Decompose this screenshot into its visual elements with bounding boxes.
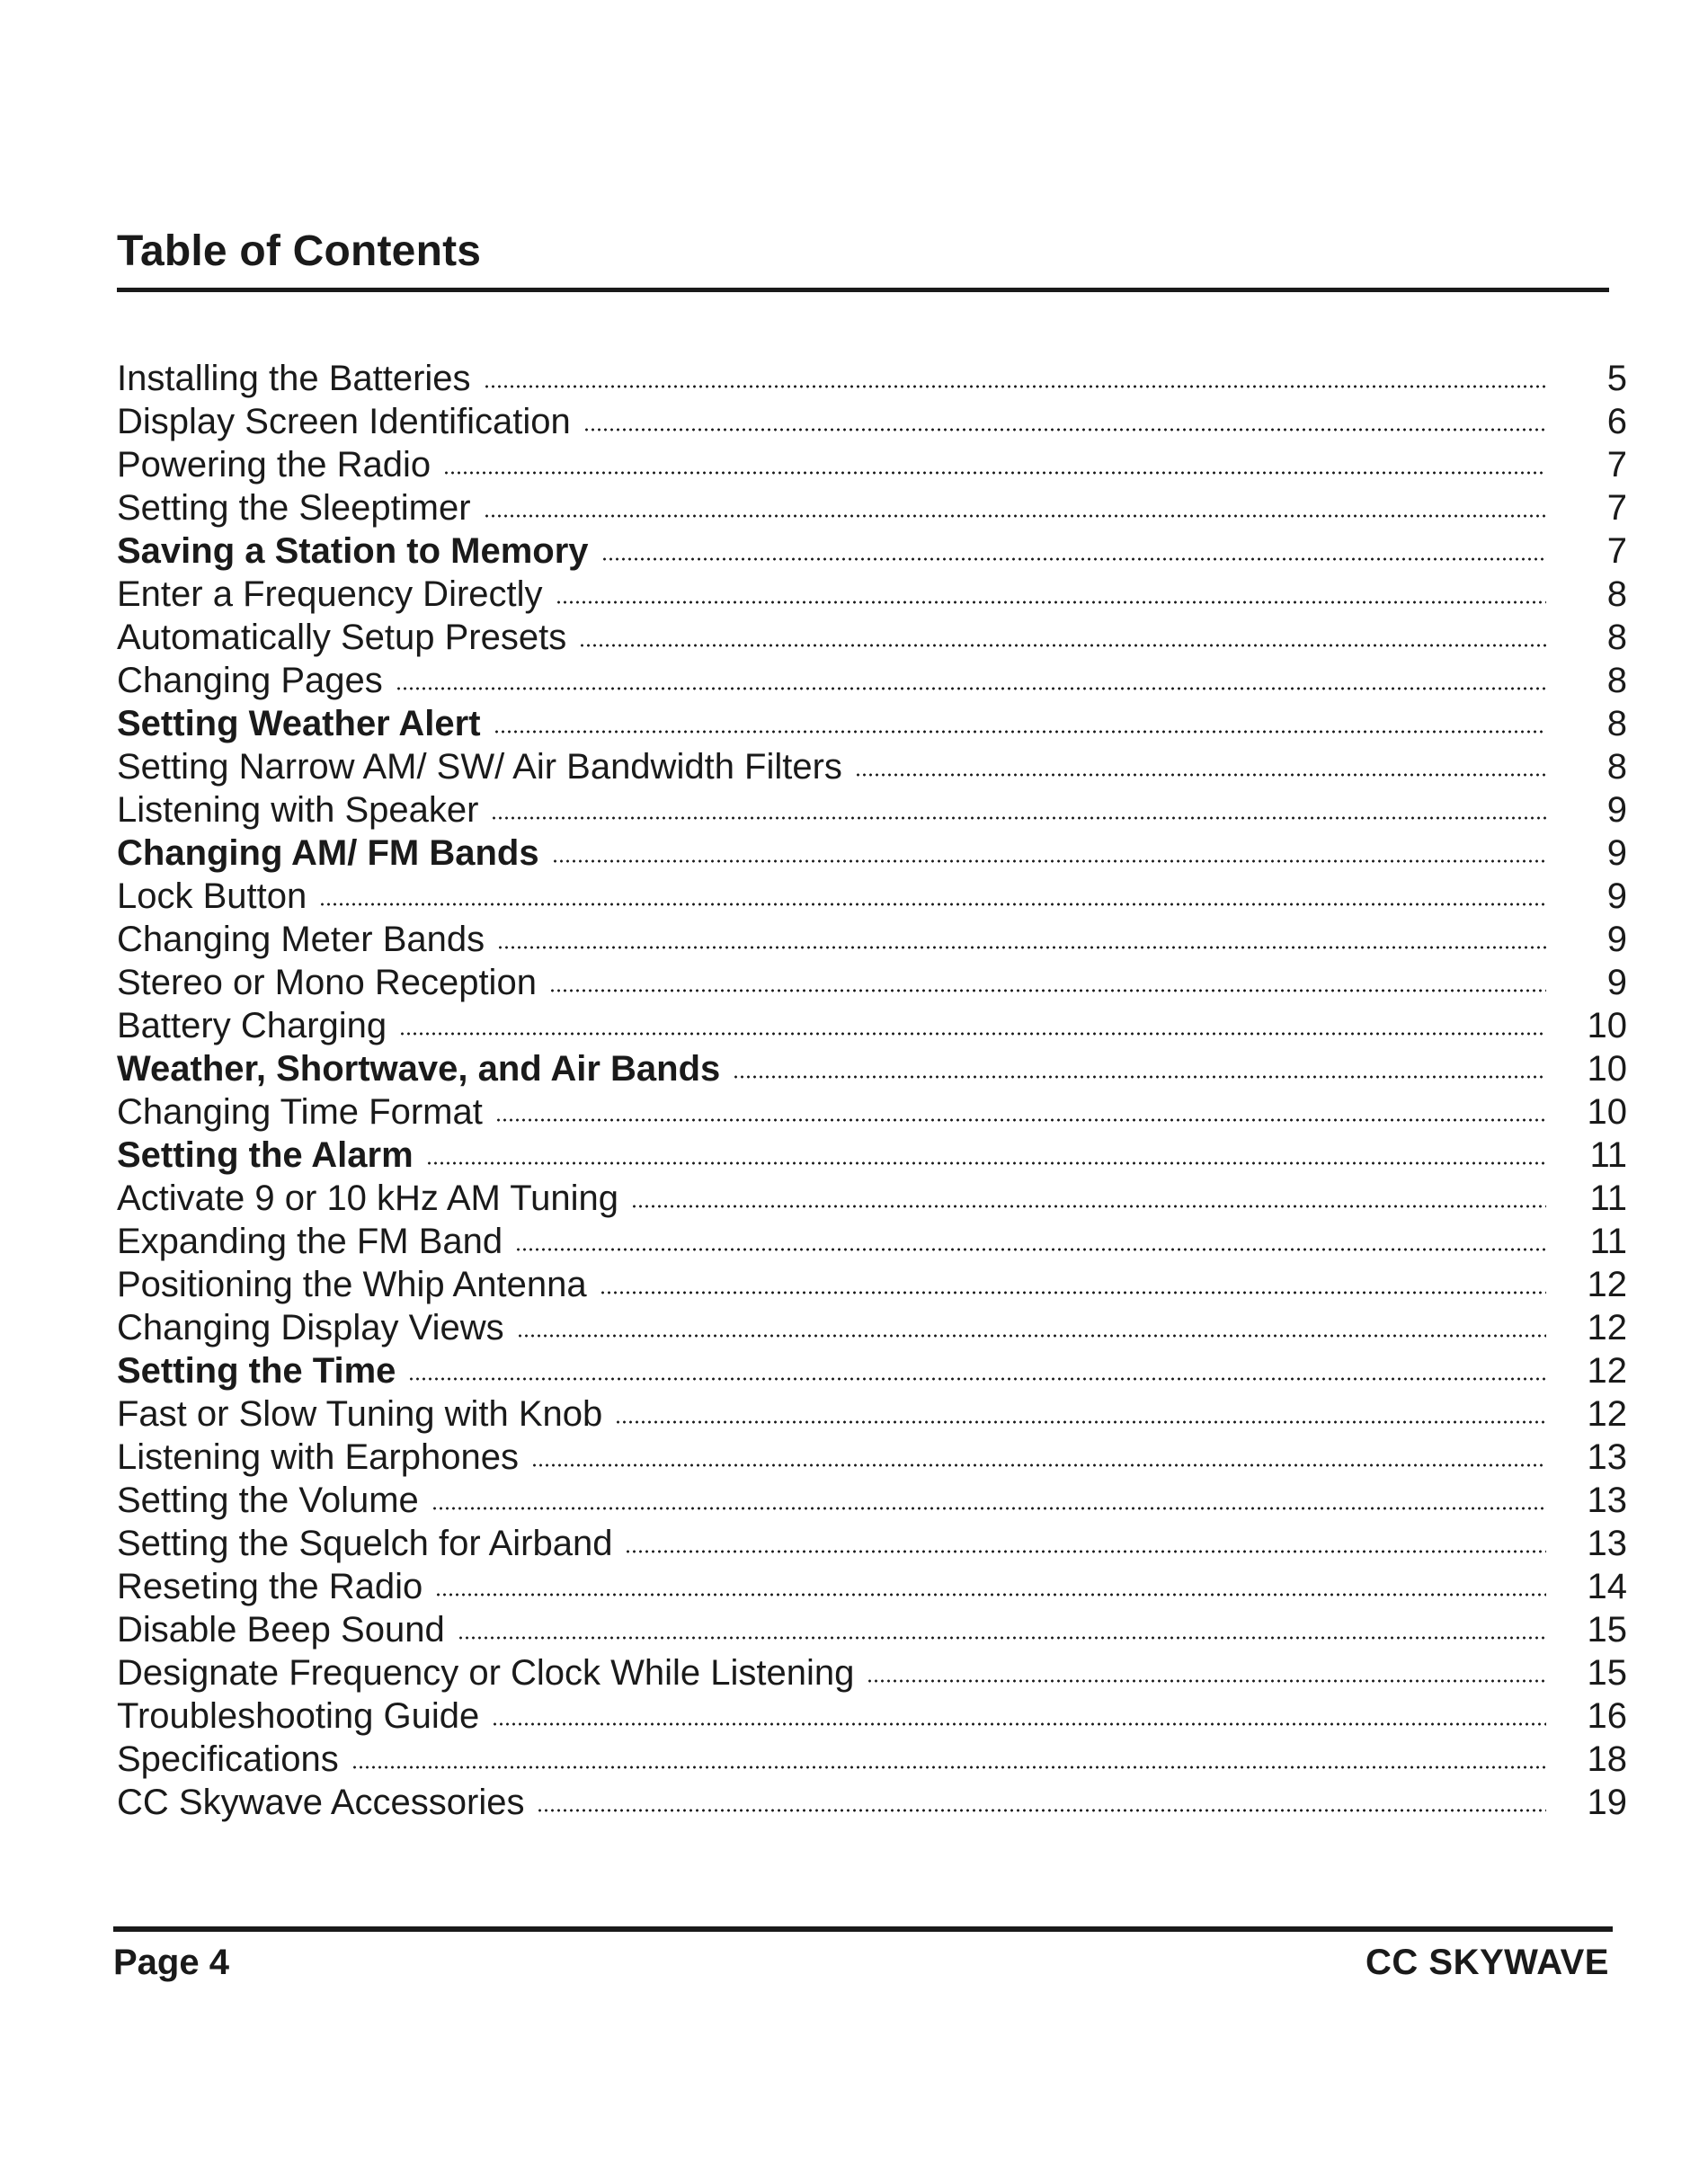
- dot-leader: [484, 385, 1546, 388]
- toc-entry[interactable]: [117, 1090, 1627, 1134]
- dot-leader: [431, 1507, 1546, 1510]
- dot-leader: [396, 687, 1546, 690]
- dot-leader: [733, 1075, 1546, 1079]
- page-title: Table of Contents: [117, 227, 482, 275]
- toc-entry[interactable]: [117, 616, 1627, 659]
- toc-entry[interactable]: [117, 1177, 1627, 1220]
- toc-entry[interactable]: [117, 529, 1627, 573]
- toc-entry-page: 12: [1587, 1351, 1627, 1391]
- toc-entry-page: 13: [1587, 1524, 1627, 1563]
- table-of-contents: [117, 357, 1627, 1824]
- toc-entry-label: Automatically Setup Presets: [117, 618, 567, 657]
- toc-entry-label: Setting the Time: [117, 1351, 396, 1391]
- toc-entry-label: Changing Pages: [117, 661, 383, 700]
- toc-entry-label: Specifications: [117, 1739, 339, 1779]
- toc-entry[interactable]: [117, 400, 1627, 443]
- toc-entry[interactable]: [117, 1392, 1627, 1436]
- toc-entry[interactable]: [117, 357, 1627, 400]
- toc-entry-page: 13: [1587, 1481, 1627, 1520]
- toc-entry-page: 15: [1587, 1653, 1627, 1693]
- toc-entry[interactable]: [117, 1479, 1627, 1522]
- toc-entry[interactable]: [117, 1608, 1627, 1651]
- dot-leader: [615, 1420, 1546, 1424]
- dot-leader: [426, 1161, 1546, 1165]
- toc-entry-label: Setting the Alarm: [117, 1135, 414, 1175]
- dot-leader: [579, 644, 1546, 647]
- dot-leader: [601, 557, 1546, 561]
- toc-entry[interactable]: [117, 1349, 1627, 1392]
- dot-leader: [495, 1118, 1546, 1122]
- dot-leader: [492, 1722, 1546, 1726]
- dot-leader: [399, 1032, 1546, 1036]
- toc-entry-label: Changing Meter Bands: [117, 920, 485, 959]
- toc-entry-label: Enter a Frequency Directly: [117, 574, 543, 614]
- toc-entry-label: Lock Button: [117, 876, 307, 916]
- toc-entry-label: Listening with Earphones: [117, 1437, 519, 1477]
- toc-entry-page: 6: [1606, 402, 1627, 441]
- toc-entry-label: Setting the Sleeptimer: [117, 488, 471, 528]
- dot-leader: [552, 859, 1546, 863]
- toc-entry-page: 14: [1587, 1567, 1627, 1606]
- toc-entry-page: 18: [1587, 1739, 1627, 1779]
- toc-entry-label: Display Screen Identification: [117, 402, 571, 441]
- toc-entry-label: Battery Charging: [117, 1006, 387, 1045]
- toc-entry-page: 7: [1606, 531, 1627, 571]
- title-divider: [117, 288, 1609, 292]
- dot-leader: [494, 730, 1546, 734]
- toc-entry-page: 12: [1587, 1265, 1627, 1304]
- toc-entry[interactable]: [117, 918, 1627, 961]
- toc-entry[interactable]: [117, 961, 1627, 1004]
- dot-leader: [443, 471, 1546, 475]
- toc-entry[interactable]: [117, 788, 1627, 832]
- toc-entry-page: 8: [1606, 661, 1627, 700]
- toc-entry[interactable]: [117, 443, 1627, 486]
- toc-entry-label: Designate Frequency or Clock While Listening: [117, 1653, 855, 1693]
- dot-leader: [458, 1636, 1546, 1640]
- toc-entry-page: 11: [1589, 1222, 1627, 1261]
- toc-entry[interactable]: [117, 1220, 1627, 1263]
- toc-entry-label: Changing Time Format: [117, 1092, 483, 1132]
- dot-leader: [517, 1334, 1546, 1338]
- toc-entry-label: Positioning the Whip Antenna: [117, 1265, 587, 1304]
- toc-entry-page: 9: [1606, 833, 1627, 873]
- toc-entry-page: 10: [1587, 1092, 1627, 1132]
- dot-leader: [867, 1679, 1546, 1683]
- toc-entry-label: Fast or Slow Tuning with Knob: [117, 1394, 603, 1434]
- toc-entry-page: 11: [1589, 1135, 1627, 1175]
- toc-entry-label: Stereo or Mono Reception: [117, 963, 537, 1002]
- dot-leader: [484, 514, 1546, 518]
- toc-entry-label: Setting Weather Alert: [117, 704, 481, 743]
- toc-entry[interactable]: [117, 1306, 1627, 1349]
- dot-leader: [531, 1463, 1546, 1467]
- toc-entry-label: Saving a Station to Memory: [117, 531, 589, 571]
- toc-entry-page: 10: [1587, 1006, 1627, 1045]
- toc-entry[interactable]: [117, 1781, 1627, 1824]
- dot-leader: [515, 1248, 1546, 1251]
- toc-entry[interactable]: [117, 1004, 1627, 1047]
- toc-entry[interactable]: [117, 745, 1627, 788]
- dot-leader: [537, 1809, 1546, 1812]
- toc-entry[interactable]: [117, 1651, 1627, 1694]
- toc-entry[interactable]: [117, 1522, 1627, 1565]
- toc-entry-label: Setting Narrow AM/ SW/ Air Bandwidth Filters: [117, 747, 842, 787]
- dot-leader: [351, 1765, 1546, 1769]
- toc-entry-page: 8: [1606, 618, 1627, 657]
- dot-leader: [600, 1291, 1546, 1294]
- toc-entry-label: Disable Beep Sound: [117, 1610, 445, 1650]
- dot-leader: [583, 428, 1546, 431]
- toc-entry[interactable]: [117, 1738, 1627, 1781]
- toc-entry-page: 15: [1587, 1610, 1627, 1650]
- dot-leader: [497, 946, 1546, 949]
- toc-entry-label: Changing Display Views: [117, 1308, 504, 1347]
- toc-entry-page: 9: [1606, 876, 1627, 916]
- dot-leader: [631, 1205, 1546, 1208]
- toc-entry-label: CC Skywave Accessories: [117, 1783, 525, 1822]
- toc-entry[interactable]: [117, 1263, 1627, 1306]
- toc-entry-page: 9: [1606, 920, 1627, 959]
- toc-entry-page: 8: [1606, 704, 1627, 743]
- dot-leader: [319, 903, 1546, 906]
- toc-entry[interactable]: [117, 702, 1627, 745]
- toc-entry-label: Activate 9 or 10 kHz AM Tuning: [117, 1178, 619, 1218]
- toc-entry-label: Reseting the Radio: [117, 1567, 423, 1606]
- toc-entry-label: Troubleshooting Guide: [117, 1696, 480, 1736]
- toc-entry-page: 12: [1587, 1394, 1627, 1434]
- dot-leader: [408, 1377, 1546, 1381]
- dot-leader: [549, 989, 1546, 992]
- toc-entry[interactable]: [117, 1436, 1627, 1479]
- toc-entry-page: 5: [1606, 359, 1627, 398]
- dot-leader: [625, 1550, 1546, 1553]
- toc-entry[interactable]: [117, 1134, 1627, 1177]
- toc-entry-label: Installing the Batteries: [117, 359, 471, 398]
- toc-entry[interactable]: [117, 573, 1627, 616]
- toc-entry-page: 7: [1606, 445, 1627, 485]
- toc-entry-label: Changing AM/ FM Bands: [117, 833, 539, 873]
- toc-entry-page: 12: [1587, 1308, 1627, 1347]
- toc-entry-page: 9: [1606, 963, 1627, 1002]
- toc-entry-page: 9: [1606, 790, 1627, 830]
- toc-entry[interactable]: [117, 486, 1627, 529]
- toc-entry[interactable]: [117, 832, 1627, 875]
- page-number: Page 4: [113, 1943, 229, 1982]
- toc-entry-label: Expanding the FM Band: [117, 1222, 503, 1261]
- toc-entry[interactable]: [117, 1047, 1627, 1090]
- toc-entry-page: 11: [1589, 1178, 1627, 1218]
- toc-entry-label: Setting the Squelch for Airband: [117, 1524, 613, 1563]
- dot-leader: [556, 600, 1546, 604]
- toc-entry[interactable]: [117, 1565, 1627, 1608]
- toc-entry-page: 19: [1587, 1783, 1627, 1822]
- toc-entry-label: Weather, Shortwave, and Air Bands: [117, 1049, 721, 1089]
- dot-leader: [491, 816, 1546, 820]
- toc-entry-label: Listening with Speaker: [117, 790, 479, 830]
- footer-divider: [113, 1926, 1613, 1932]
- toc-entry-page: 8: [1606, 747, 1627, 787]
- toc-entry-page: 8: [1606, 574, 1627, 614]
- dot-leader: [855, 773, 1546, 777]
- toc-entry-page: 13: [1587, 1437, 1627, 1477]
- toc-entry[interactable]: [117, 659, 1627, 702]
- toc-entry-label: Powering the Radio: [117, 445, 431, 485]
- toc-entry[interactable]: [117, 875, 1627, 918]
- toc-entry-page: 7: [1606, 488, 1627, 528]
- brand-name: CC SKYWAVE: [1366, 1943, 1609, 1982]
- dot-leader: [435, 1593, 1546, 1596]
- toc-entry-page: 10: [1587, 1049, 1627, 1089]
- toc-entry[interactable]: [117, 1694, 1627, 1738]
- toc-entry-page: 16: [1587, 1696, 1627, 1736]
- toc-entry-label: Setting the Volume: [117, 1481, 419, 1520]
